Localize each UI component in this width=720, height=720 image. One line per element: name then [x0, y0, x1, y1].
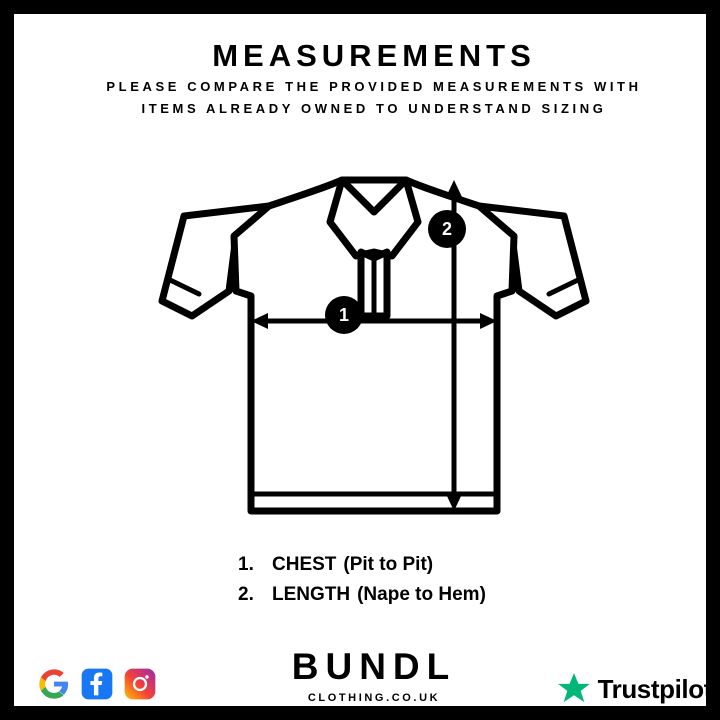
- legend-item-chest: [238, 550, 638, 580]
- legend-number-2: 2.: [238, 584, 254, 605]
- polo-shirt-diagram: [124, 116, 624, 536]
- subtitle-line-1: PLEASE COMPARE THE PROVIDED MEASUREMENTS WITH: [106, 79, 642, 94]
- measurement-badge-1: 1: [325, 296, 363, 334]
- legend-label-length: LENGTH: [272, 584, 351, 605]
- legend-item-length: [238, 580, 638, 610]
- trustpilot-star-icon: [557, 672, 591, 706]
- trustpilot-label: Trustpilot: [597, 673, 712, 704]
- google-icon[interactable]: [38, 668, 70, 700]
- subtitle-line-2: ITEMS ALREADY OWNED TO UNDERSTAND SIZING: [141, 101, 607, 116]
- page-subtitle: [64, 76, 684, 120]
- legend-number-1: 1.: [238, 554, 254, 575]
- brand-name: BUNDL: [291, 646, 457, 687]
- page-title: MEASUREMENTS: [212, 38, 536, 73]
- legend-detail-length: (Nape to Hem): [357, 584, 486, 605]
- legend-detail-chest: (Pit to Pit): [343, 554, 434, 575]
- facebook-icon[interactable]: [81, 668, 113, 700]
- legend-label-chest: CHEST: [272, 554, 337, 575]
- social-links: [38, 668, 156, 700]
- brand-website: CLOTHING.CO.UK: [307, 692, 441, 704]
- poster-content: [28, 28, 720, 720]
- measurement-badge-2: 2: [428, 210, 466, 248]
- trustpilot-badge[interactable]: [557, 672, 712, 706]
- instagram-icon[interactable]: [124, 668, 156, 700]
- brand-logo: [274, 646, 474, 706]
- measurement-legend: [238, 550, 638, 610]
